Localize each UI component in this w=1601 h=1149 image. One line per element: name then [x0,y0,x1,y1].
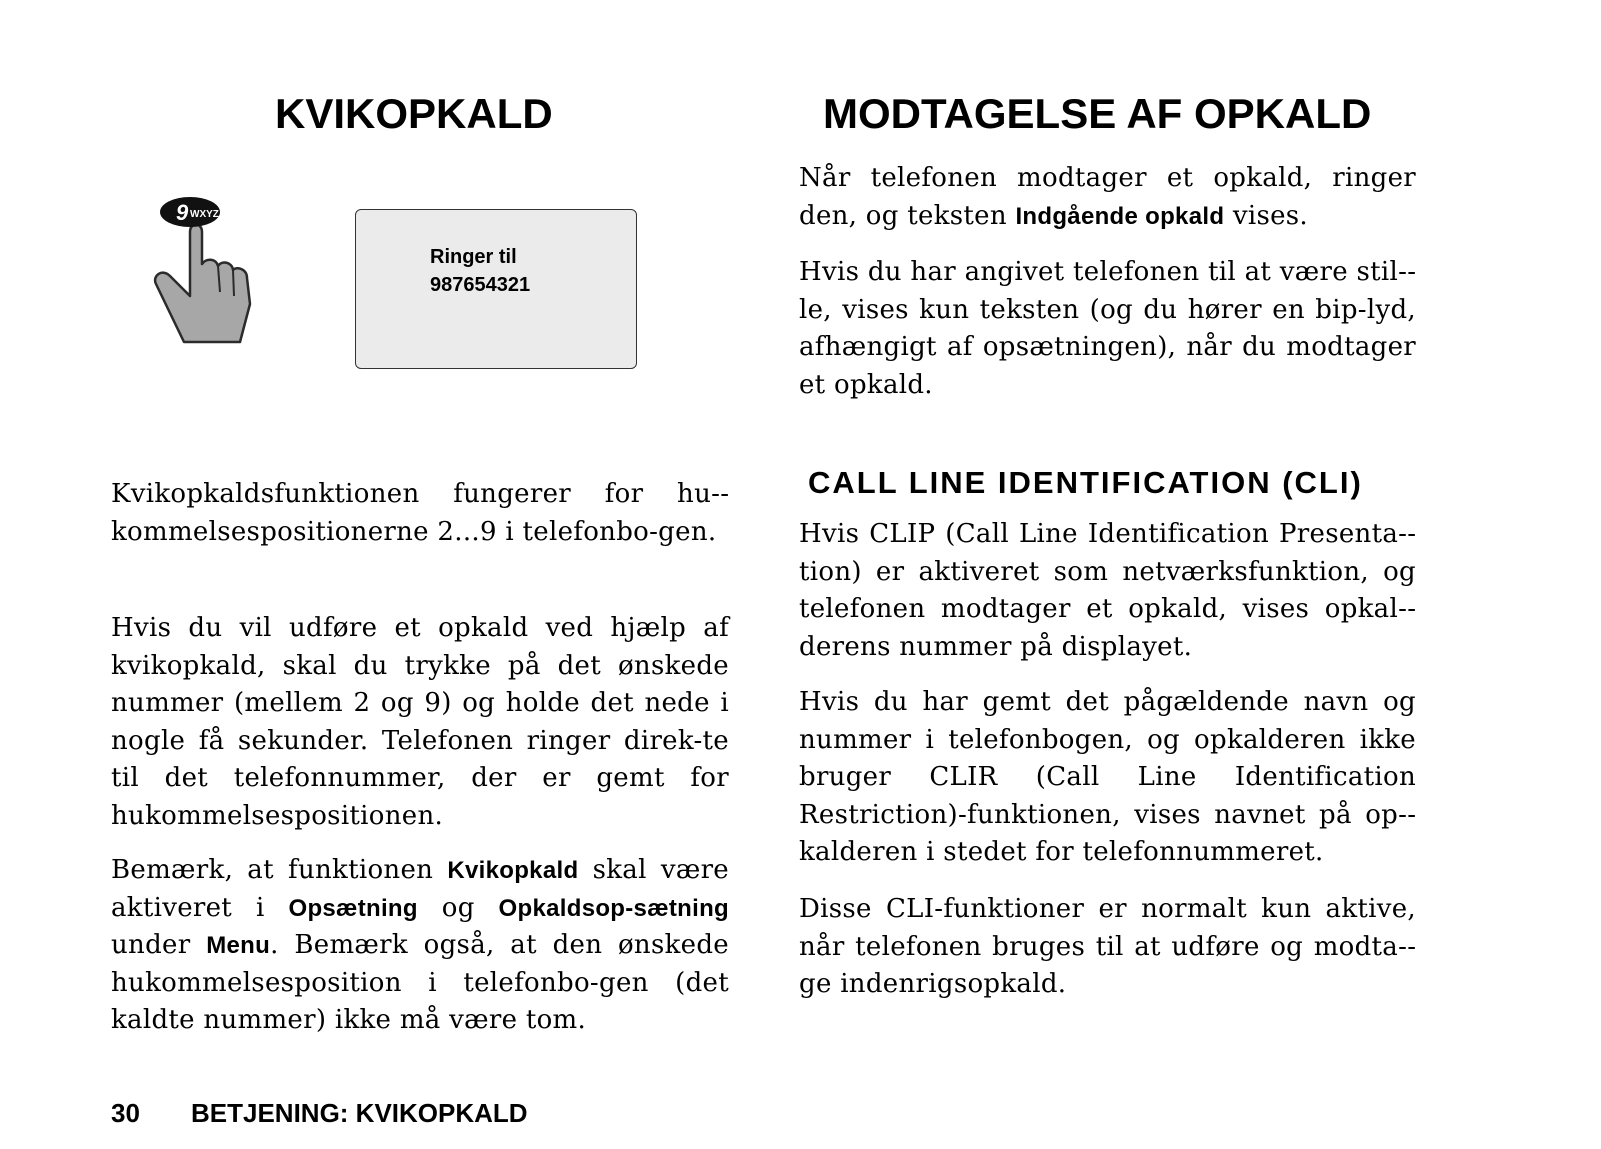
phone-display [355,209,637,369]
page-title-quick-dial: KVIKOPKALD [275,90,553,137]
footer-section-title: BETJENING: KVIKOPKALD [191,1098,528,1128]
paragraph-silent-mode: Hvis du har angivet telefonen til at være stil-le, vises kun teksten (og du hører en bip-lyd, afhængigt af opsætningen), når du modtager et opkald. [799,257,1416,400]
paragraph-incoming [799,160,1416,235]
key-9-icon [160,197,220,227]
text-run: under [111,930,207,960]
text-run: Når telefonen modtager et opkald, ringer den, og teksten [799,163,1416,231]
page-footer [111,1097,528,1129]
paragraph-intro: Kvikopkaldsfunktionen fungerer for hu-kommelsespositionerne 2...9 i telefonbo-gen. [111,479,729,547]
section-heading-cli: CALL LINE IDENTIFICATION (CLI) [808,465,1363,500]
paragraph-note [111,852,729,1040]
text-run: vises. [1224,200,1308,231]
display-line-number: 987654321 [430,274,531,296]
text-run: og [417,892,499,923]
text-run: . Bemærk også, at den ønskede hukommelsesposition i telefonbo-gen (det kaldte nummer) ikke må være tom. [111,930,729,1035]
key-letters: WXYZ [190,209,219,220]
paragraph-clip: Hvis CLIP (Call Line Identification Presenta-tion) er aktiveret som netværksfunktion, og telefonen modtager et opkald, vises opkal-derens nummer på displayet. [799,519,1416,662]
display-term-incoming-call: Indgående opkald [1015,202,1225,230]
paragraph-clir: Hvis du har gemt det pågældende navn og nummer i telefonbogen, og opkalderen ikke bruger CLIR (Call Line Identification Restriction)-funktionen, vises navnet på op-kalderen i stedet for telefonnummeret. [799,687,1416,867]
text-run: skal være aktiveret i [111,855,729,923]
text-run: Bemærk, at funktionen [111,855,448,885]
page-number: 30 [111,1098,140,1128]
menu-term-menu: Menu [206,932,271,959]
key-digit: 9 [176,200,189,225]
menu-term-opsaetning: Opsætning [288,894,418,922]
hand-pointer-icon [155,225,250,343]
menu-term-opkaldsopsaetning: Opkaldsop-sætning [498,894,729,922]
display-line-calling: Ringer til [430,246,517,268]
page-title-receiving-calls: MODTAGELSE AF OPKALD [823,90,1372,137]
paragraph-instructions: Hvis du vil udføre et opkald ved hjælp af kvikopkald, skal du trykke på det ønskede nummer (mellem 2 og 9) og holde det nede i nogle få sekunder. Telefonen ringer direk-te til det telefonnummer, der er gemt for hukommelsespositionen. [111,613,729,831]
finger-pressing-key-icon [150,192,260,352]
menu-term-kvikopkald: Kvikopkald [447,857,579,884]
paragraph-cli-domestic: Disse CLI-funktioner er normalt kun aktive, når telefonen bruges til at udføre og modta-ge indenrigsopkald. [799,894,1416,999]
